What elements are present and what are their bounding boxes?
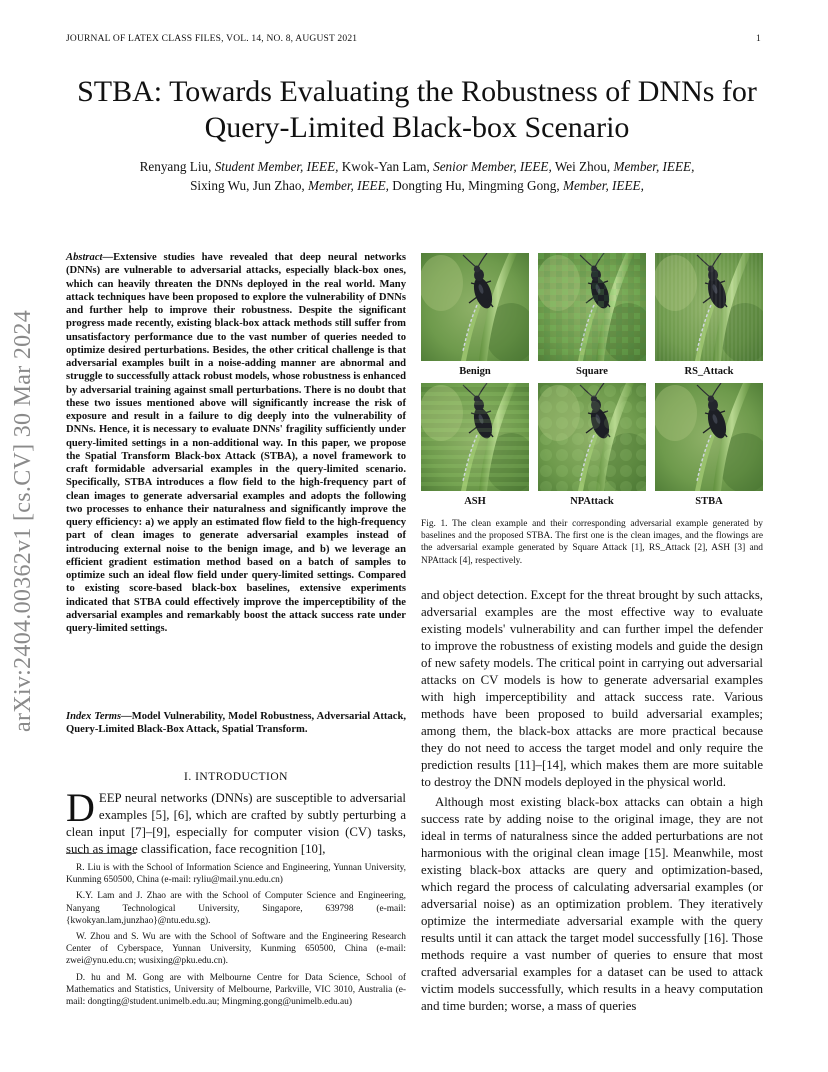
panel-label: NPAttack bbox=[570, 496, 614, 507]
author-name: Kwok-Yan Lam, bbox=[341, 159, 430, 174]
footnote: W. Zhou and S. Wu are with the School of Software and the Engineering Research Center of Cyberspace, Yunnan University, Kunming 650500, China (e-mail: zwei@ynu.edu.cn; wusixing@pku.edu.cn). bbox=[66, 932, 406, 967]
footnote: K.Y. Lam and J. Zhao are with the School of Computer Science and Engineering, Nanyang Technological University, Singapore, 639798 (e-mail: {kwokyan.lam,junzhao}@ntu.edu.sg). bbox=[66, 891, 406, 926]
figure-panel bbox=[421, 383, 529, 513]
beetle-image bbox=[421, 253, 529, 361]
figure-panel bbox=[421, 253, 529, 383]
author-name: Renyang Liu, bbox=[139, 159, 212, 174]
abstract bbox=[66, 251, 406, 635]
panel-label: STBA bbox=[695, 496, 723, 507]
paper-title: STBA: Towards Evaluating the Robustness of DNNs for Query-Limited Black-box Scenario bbox=[77, 75, 757, 144]
panel-label: Square bbox=[576, 366, 608, 377]
panel-label: RS_Attack bbox=[684, 366, 734, 377]
panel-label: Benign bbox=[459, 366, 491, 377]
drop-cap: D bbox=[66, 785, 95, 830]
author-line-2 bbox=[66, 176, 768, 195]
author-role: Member, IEEE, bbox=[308, 178, 389, 193]
footnote: D. hu and M. Gong are with Melbourne Centre for Data Science, School of Mathematics and Statistics, University of Melbourne, Parkville, VIC 3010, Australia (e-mail: dongting@student.unimelb.edu.au; Mingming.gong@unimelb.edu.au) bbox=[66, 972, 406, 1008]
beetle-image bbox=[538, 383, 646, 491]
figure-panel bbox=[655, 383, 763, 513]
figure-panel bbox=[538, 253, 646, 383]
index-terms bbox=[66, 710, 406, 737]
author-name: Dongting Hu, Mingming Gong, bbox=[392, 178, 560, 193]
author-line-1 bbox=[66, 157, 768, 176]
right-column-text bbox=[421, 587, 763, 1018]
figure-1 bbox=[421, 253, 763, 515]
paragraph: and object detection. Except for the threat brought by such attacks, adversarial examples are the most effective way to evaluate existing models' vulnerability and can further impel the defender to improve the robustness of existing models and guide the design of new safety models. The critical point in carrying out adversarial attacks on CV models is how to generate adversarial examples with high imperceptibility and attack success rate. Various methods have been proposed to build adversarial examples; among them, the black-box attacks are more practical because they do not need to access the target model and only require the prediction results [11]–[14], which makes them are more suitable to destroy the DNN models deployed in the physical world. bbox=[421, 588, 763, 789]
beetle-image bbox=[421, 383, 529, 491]
author-role: Student Member, IEEE, bbox=[214, 159, 339, 174]
figure-panel bbox=[538, 383, 646, 513]
figure-caption: Fig. 1. The clean example and their corresponding adversarial example generated by baselines and the proposed STBA. The first one is the clean images, and the flowings are the adversarial example generated by Square Attack [1], RS_Attack [2], ASH [3] and NPAttack [4], respectively. bbox=[421, 519, 763, 566]
author-list bbox=[66, 157, 768, 195]
footnotes bbox=[66, 862, 406, 1012]
author-name: Wei Zhou, bbox=[554, 159, 611, 174]
beetle-image bbox=[655, 383, 763, 491]
index-terms-text: —Model Vulnerability, Model Robustness, Adversarial Attack, Query-Limited Black-Box Attack, Spatial Transform. bbox=[66, 711, 406, 736]
abstract-label: Abstract bbox=[66, 252, 103, 263]
author-role: Member, IEEE, bbox=[613, 159, 695, 174]
intro-paragraph bbox=[66, 785, 406, 858]
beetle-image bbox=[538, 253, 646, 361]
footnote-rule bbox=[66, 853, 136, 854]
footnote: R. Liu is with the School of Information Science and Engineering, Yunnan University, Kunming 650500, China (e-mail: ryliu@mail.ynu.edu.cn) bbox=[66, 863, 406, 886]
panel-label: ASH bbox=[464, 496, 486, 507]
section-heading: I. INTRODUCTION bbox=[184, 771, 288, 783]
figure-grid bbox=[421, 253, 763, 513]
index-terms-label: Index Terms bbox=[66, 711, 122, 722]
abstract-text: —Extensive studies have revealed that deep neural networks (DNNs) are vulnerable to adversarial attacks, especially black-box ones, which can heavily threaten the DNNs deployed in the real world. Many attack techniques have been proposed to explore the vulnerability of DNNs and further help to improve their robustness. Despite the significant progress made recently, existing black-box attack methods still suffer from unsatisfactory performance due to the vast number of queries needed to optimize desired perturbations. Besides, the other critical challenge is that adversarial examples built in a noise-adding manner are abnormal and struggle to successfully attack robust models, whose robustness is enhanced by adversarial training against small perturbations. There is no doubt that these two issues mentioned above will significantly increase the risk of exposure and result in a failure to dig deeply into the vulnerability of DNNs. Hence, it is necessary to evaluate DNNs' fragility sufficiently under query-limited settings in a non-additional way. In this paper, we propose the Spatial Transform Black-box Attack (STBA), a novel framework to craft formidable adversarial examples in the query-limited scenario. Specifically, STBA introduces a flow field to the high-frequency part of clean images to generate adversarial examples and adopts the following two processes to enhance their naturalness and significantly improve the query efficiency: a) we apply an estimated flow field to the high-frequency part of clean images to generate adversarial examples instead of introducing external noise to the benign image, and b) we leverage an efficient gradient estimation method based on a batch of samples to optimize such an ideal flow field under query-limited settings. Compared to existing score-based black-box baselines, extensive experiments indicated that STBA could effectively improve the imperceptibility of the adversarial examples and remarkably boost the attack success rate under query-limited settings. bbox=[66, 252, 406, 634]
intro-text: EEP neural networks (DNNs) are susceptible to adversarial examples [5], [6], which are crafted by subtly perturbing a clean input [7]–[9], especially for computer vision (CV) tasks, such as image classification, face recognition [10], bbox=[66, 791, 406, 856]
arxiv-stamp: arXiv:2404.00362v1 [cs.CV] 30 Mar 2024 bbox=[10, 310, 36, 733]
author-role: Member, IEEE, bbox=[562, 178, 644, 193]
figure-panel bbox=[655, 253, 763, 383]
beetle-image bbox=[655, 253, 763, 361]
author-name: Sixing Wu, Jun Zhao, bbox=[190, 178, 305, 193]
paragraph: Although most existing black-box attacks can obtain a high success rate by adding noise to the original image, they are not ideal in terms of naturalness since the added perturbations are not harmonious with the original clean image [15]. Meanwhile, most existing black-box attacks are query and optimization-based, which regard the process of calculating adversarial examples (or adversarial noise) as an optimization problem. They iteratively optimize the intermediate adversarial example with the query results until it can attack the target model successfully [16]. Those methods require a vast number of queries to ensure that most crafted adversarial examples for a dataset can be used to attack victim models successfully, which results in a heavy computation and time burden; worse, a mass of queries bbox=[421, 795, 763, 1013]
page-number: 1 bbox=[756, 34, 761, 44]
running-header: JOURNAL OF LATEX CLASS FILES, VOL. 14, NO. 8, AUGUST 2021 bbox=[66, 34, 358, 44]
author-role: Senior Member, IEEE, bbox=[433, 159, 552, 174]
